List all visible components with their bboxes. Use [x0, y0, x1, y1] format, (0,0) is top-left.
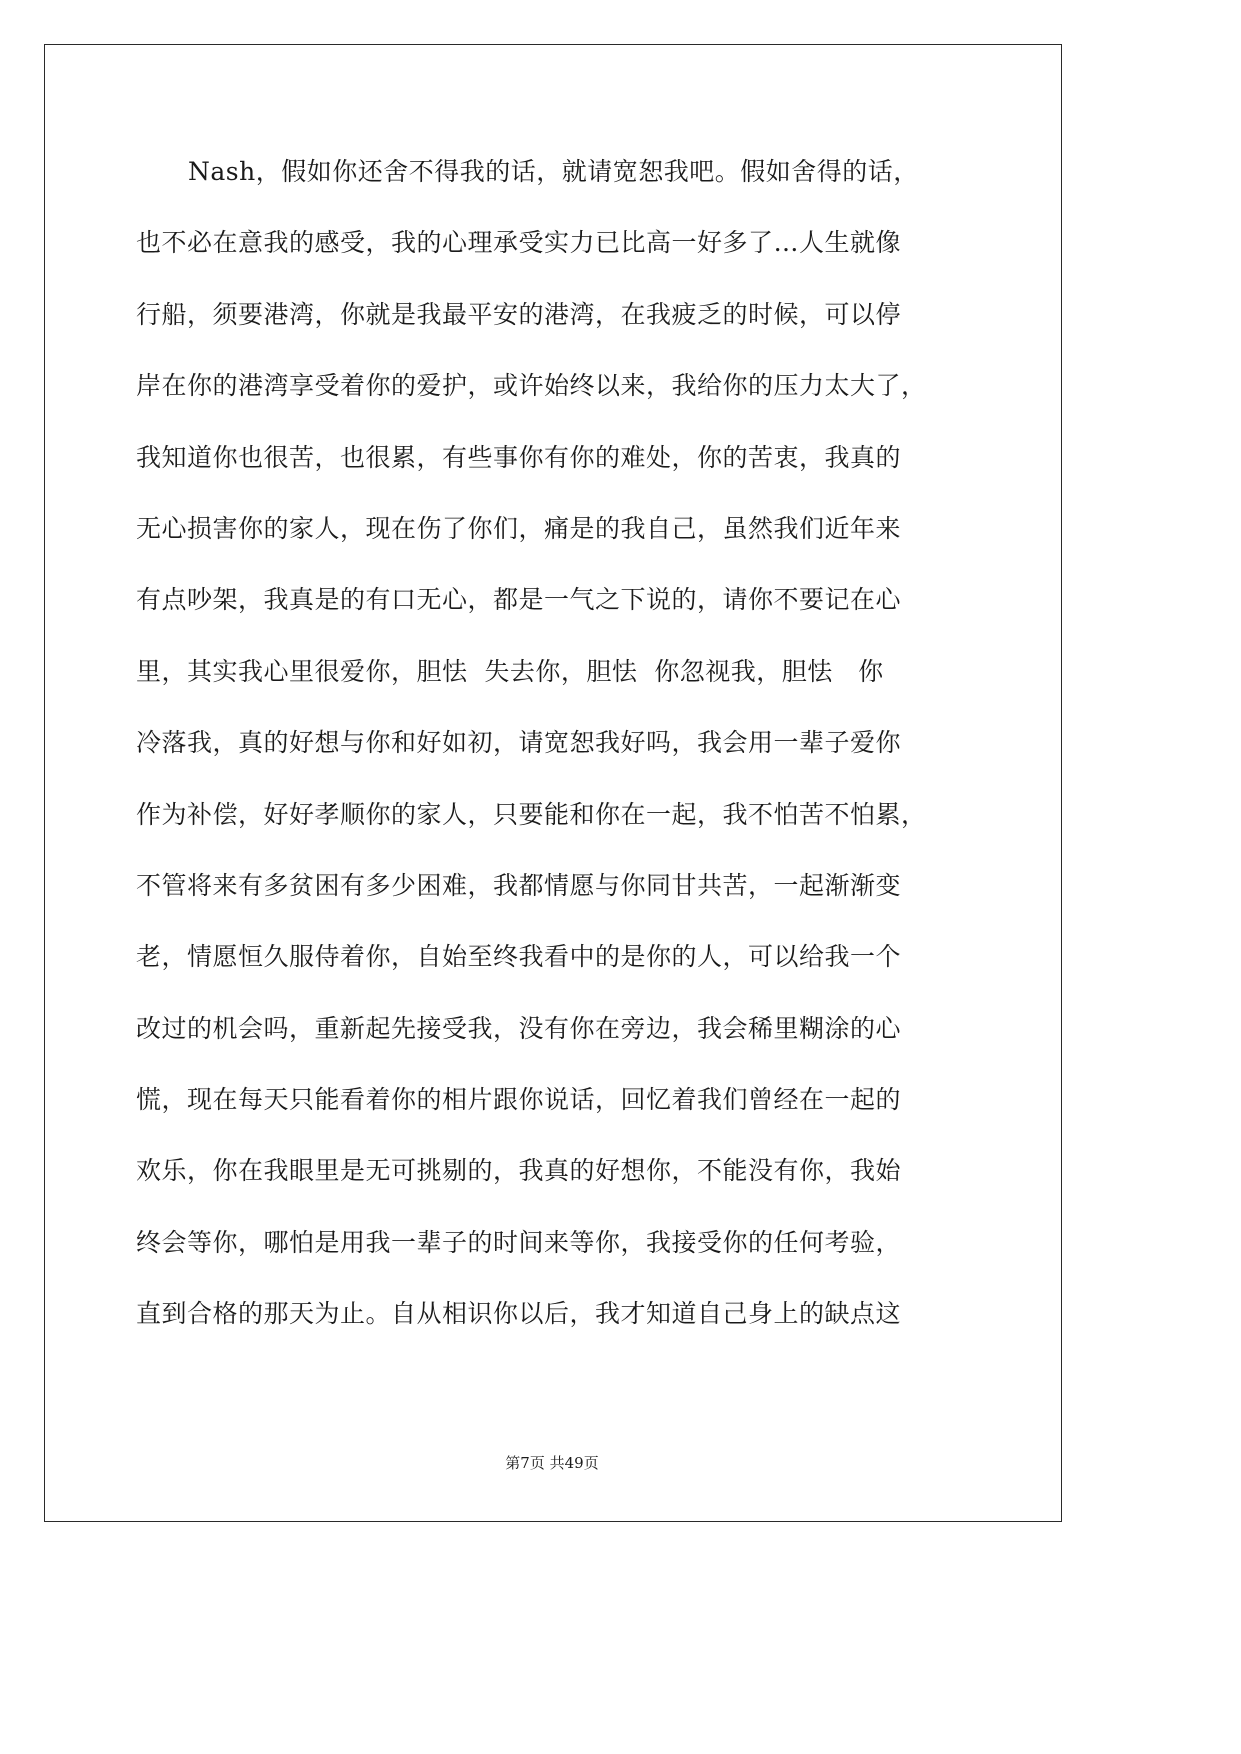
text-line: 欢乐，你在我眼里是无可挑剔的，我真的好想你，不能没有你，我始 [136, 1156, 902, 1186]
text-line: 岸在你的港湾享受着你的爱护，或许始终以来，我给你的压力太大了， [136, 371, 927, 401]
text-line: 我知道你也很苦，也很累，有些事你有你的难处，你的苦衷，我真的 [136, 442, 902, 472]
text-line: 也不必在意我的感受，我的心理承受实力已比高一好多了…人生就像 [136, 228, 902, 258]
text-line: 直到合格的那天为止。自从相识你以后，我才知道自己身上的缺点这 [136, 1299, 902, 1329]
text-line: 终会等你，哪怕是用我一辈子的时间来等你，我接受你的任何考验， [136, 1227, 902, 1257]
text-line: 里，其实我心里很爱你，胆怯 失去你，胆怯 你忽视我，胆怯 你 [136, 656, 884, 686]
text-line: Nash，假如你还舍不得我的话，就请宽恕我吧。假如舍得的话， [188, 157, 919, 186]
text-line: 作为补偿，好好孝顺你的家人，只要能和你在一起，我不怕苦不怕累， [136, 799, 927, 829]
text-line: 不管将来有多贫困有多少困难，我都情愿与你同甘共苦，一起渐渐变 [136, 870, 902, 900]
text-line: 慌，现在每天只能看着你的相片跟你说话，回忆着我们曾经在一起的 [136, 1085, 902, 1115]
document-body [136, 150, 996, 1364]
page-number: 第7页 共49页 [505, 1454, 599, 1472]
text-line: 行船，须要港湾，你就是我最平安的港湾，在我疲乏的时候，可以停 [136, 299, 902, 329]
text-line: 老，情愿恒久服侍着你，自始至终我看中的是你的人，可以给我一个 [136, 942, 902, 972]
text-line: 有点吵架，我真是的有口无心，都是一气之下说的，请你不要记在心 [136, 585, 902, 615]
text-line: 无心损害你的家人，现在伤了你们，痛是的我自己，虽然我们近年来 [136, 513, 902, 543]
text-line: 冷落我，真的好想与你和好如初，请宽恕我好吗，我会用一辈子爱你 [136, 728, 902, 758]
text-line: 改过的机会吗，重新起先接受我，没有你在旁边，我会稀里糊涂的心 [136, 1013, 902, 1043]
